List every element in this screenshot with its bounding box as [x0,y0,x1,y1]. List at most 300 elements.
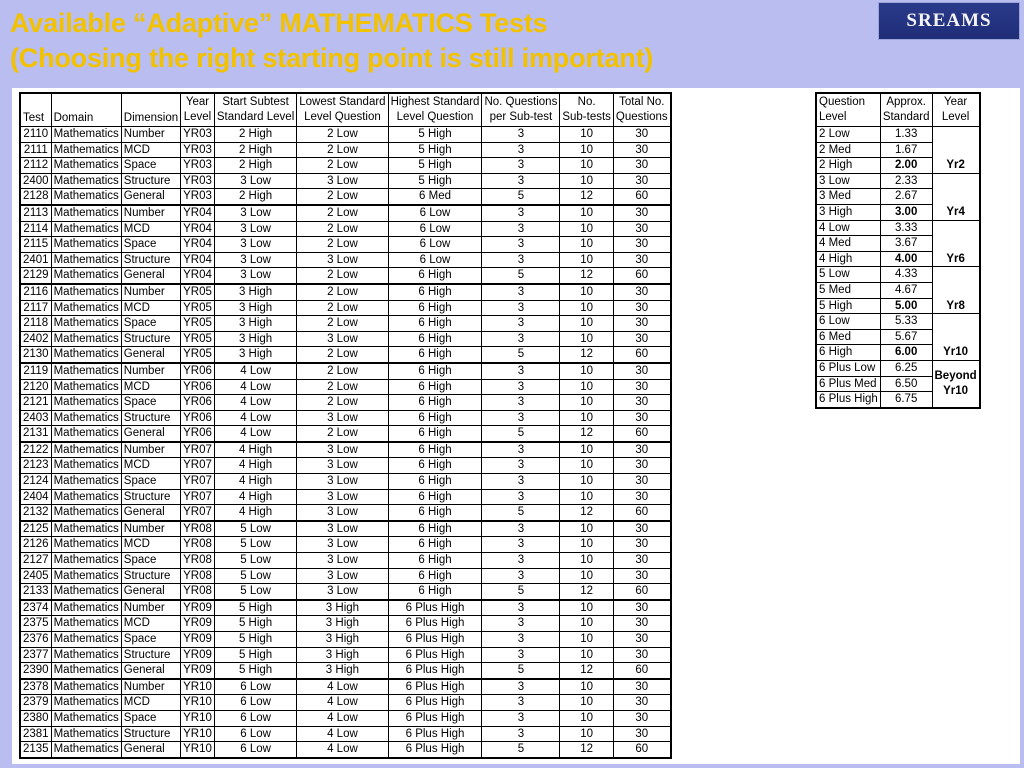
test-id-cell: 2133 [20,584,51,600]
domain-cell: Mathematics [51,537,121,553]
total-questions-cell: 30 [613,379,670,395]
highest-level-cell: 6 Plus High [388,600,482,616]
highest-level-cell: 6 High [388,537,482,553]
question-level-cell: 6 Plus Med [816,376,880,392]
lowest-level-cell: 3 Low [297,442,388,458]
lowest-level-cell: 2 Low [297,316,388,332]
subtest-count-cell: 10 [560,710,614,726]
subtest-count-cell: 10 [560,489,614,505]
domain-cell: Mathematics [51,347,121,363]
highest-level-cell: 6 Plus High [388,710,482,726]
lowest-level-cell: 2 Low [297,379,388,395]
dimension-cell: Number [121,284,180,300]
approx-standard-cell: 1.33 [880,127,932,143]
subtest-count-cell: 10 [560,632,614,648]
dimension-cell: Space [121,237,180,253]
table-row [20,505,671,521]
logo-text: SREAMS [906,10,992,31]
total-questions-cell: 30 [613,553,670,569]
column-header-line: Level [819,111,847,123]
dimension-cell: MCD [121,221,180,237]
table-row [20,300,671,316]
table-row [816,127,980,143]
total-questions-cell: 30 [613,632,670,648]
highest-level-cell: 6 Plus High [388,679,482,695]
test-id-cell: 2112 [20,158,51,174]
subtest-count-cell: 10 [560,442,614,458]
test-id-cell: 2110 [20,127,51,143]
approx-standard-cell: 6.75 [880,392,932,408]
year-level-cell: YR05 [181,300,215,316]
approx-standard-cell: 2.67 [880,189,932,205]
subtest-count-cell: 10 [560,553,614,569]
test-id-cell: 2402 [20,331,51,347]
start-level-cell: 5 Low [214,537,296,553]
start-level-cell: 3 Low [214,252,296,268]
lowest-level-cell: 2 Low [297,347,388,363]
test-id-cell: 2113 [20,205,51,221]
questions-per-subtest-cell: 3 [482,710,560,726]
questions-per-subtest-cell: 3 [482,142,560,158]
domain-cell: Mathematics [51,316,121,332]
year-level-cell: YR07 [181,505,215,521]
tests-table-header [20,93,671,127]
highest-level-cell: 6 Plus High [388,726,482,742]
test-id-cell: 2132 [20,505,51,521]
lowest-level-cell: 4 Low [297,742,388,758]
questions-per-subtest-cell: 3 [482,300,560,316]
lowest-level-cell: 3 Low [297,331,388,347]
question-level-cell: 5 Low [816,267,880,283]
year-level-cell: YR06 [181,379,215,395]
question-level-cell: 6 Plus High [816,392,880,408]
total-questions-cell: 30 [613,316,670,332]
column-header-line: per Sub-test [489,111,553,123]
start-level-cell: 4 Low [214,379,296,395]
year-level-cell: YR08 [181,568,215,584]
table-row [20,474,671,490]
domain-cell: Mathematics [51,284,121,300]
approx-standard-cell: 1.67 [880,142,932,158]
year-level-cell: Yr4 [932,173,980,220]
test-id-cell: 2401 [20,252,51,268]
table-row [20,237,671,253]
total-questions-cell: 30 [613,458,670,474]
start-level-cell: 5 High [214,600,296,616]
dimension-cell: General [121,426,180,442]
total-questions-cell: 30 [613,647,670,663]
start-level-cell: 4 High [214,474,296,490]
dimension-cell: Number [121,205,180,221]
lowest-level-cell: 4 Low [297,710,388,726]
dimension-cell: General [121,189,180,205]
column-header [880,93,932,127]
dimension-cell: MCD [121,537,180,553]
column-header-line: Standard Level [216,111,295,123]
domain-cell: Mathematics [51,679,121,695]
dimension-cell: Number [121,363,180,379]
year-level-cell: YR07 [181,489,215,505]
subtest-count-cell: 10 [560,158,614,174]
table-row [20,521,671,537]
domain-cell: Mathematics [51,158,121,174]
approx-standard-cell: 4.67 [880,282,932,298]
dimension-cell: Structure [121,410,180,426]
domain-cell: Mathematics [51,616,121,632]
subtest-count-cell: 10 [560,395,614,411]
test-id-cell: 2119 [20,363,51,379]
total-questions-cell: 30 [613,679,670,695]
year-level-cell: YR10 [181,679,215,695]
approx-standard-cell: 5.67 [880,329,932,345]
start-level-cell: 5 Low [214,584,296,600]
year-level-cell: YR05 [181,284,215,300]
total-questions-cell: 30 [613,616,670,632]
column-header-line: Standard [882,111,930,123]
table-row [20,742,671,758]
table-row [20,695,671,711]
questions-per-subtest-cell: 3 [482,127,560,143]
table-row [20,632,671,648]
domain-cell: Mathematics [51,268,121,284]
table-row [20,584,671,600]
table-row [20,537,671,553]
domain-cell: Mathematics [51,426,121,442]
dimension-cell: Structure [121,252,180,268]
start-level-cell: 6 Low [214,710,296,726]
test-id-cell: 2403 [20,410,51,426]
start-level-cell: 5 High [214,647,296,663]
subtest-count-cell: 10 [560,316,614,332]
column-header-line: Test [23,112,45,124]
column-header [297,93,388,127]
highest-level-cell: 5 High [388,142,482,158]
start-level-cell: 5 High [214,632,296,648]
total-questions-cell: 60 [613,663,670,679]
table-row [20,347,671,363]
start-level-cell: 6 Low [214,742,296,758]
total-questions-cell: 30 [613,173,670,189]
test-id-cell: 2118 [20,316,51,332]
subtest-count-cell: 10 [560,221,614,237]
domain-cell: Mathematics [51,379,121,395]
lowest-level-cell: 3 Low [297,521,388,537]
question-level-cell: 4 High [816,251,880,267]
year-level-cell: YR08 [181,537,215,553]
year-level-cell: YR09 [181,616,215,632]
year-level-cell: YR05 [181,331,215,347]
highest-level-cell: 6 High [388,363,482,379]
subtest-count-cell: 10 [560,237,614,253]
question-level-cell: 6 Plus Low [816,360,880,376]
approx-standard-cell: 3.33 [880,220,932,236]
total-questions-cell: 30 [613,568,670,584]
subtest-count-cell: 10 [560,379,614,395]
start-level-cell: 3 High [214,284,296,300]
highest-level-cell: 6 Low [388,221,482,237]
domain-cell: Mathematics [51,489,121,505]
domain-cell: Mathematics [51,442,121,458]
subtest-count-cell: 10 [560,537,614,553]
subtest-count-cell: 12 [560,347,614,363]
lowest-level-cell: 2 Low [297,189,388,205]
start-level-cell: 3 High [214,331,296,347]
dimension-cell: Structure [121,647,180,663]
lowest-level-cell: 3 Low [297,553,388,569]
questions-per-subtest-cell: 5 [482,189,560,205]
start-level-cell: 2 High [214,189,296,205]
year-level-cell: YR09 [181,663,215,679]
approx-standard-cell: 6.00 [880,345,932,361]
highest-level-cell: 6 High [388,379,482,395]
questions-per-subtest-cell: 3 [482,221,560,237]
highest-level-cell: 6 High [388,442,482,458]
column-header-line: Approx. [886,96,926,108]
sreams-logo [878,2,1020,40]
subtest-count-cell: 12 [560,742,614,758]
highest-level-cell: 6 Med [388,189,482,205]
year-level-cell: YR09 [181,600,215,616]
question-level-cell: 6 Med [816,329,880,345]
table-row [20,458,671,474]
year-level-cell: Yr6 [932,220,980,267]
questions-per-subtest-cell: 5 [482,663,560,679]
start-level-cell: 4 High [214,458,296,474]
lowest-level-cell: 3 Low [297,474,388,490]
start-level-cell: 2 High [214,142,296,158]
highest-level-cell: 6 High [388,426,482,442]
test-id-cell: 2379 [20,695,51,711]
column-header-line: Question [819,96,866,108]
start-level-cell: 3 Low [214,268,296,284]
subtest-count-cell: 10 [560,600,614,616]
lowest-level-cell: 4 Low [297,679,388,695]
domain-cell: Mathematics [51,221,121,237]
test-id-cell: 2124 [20,474,51,490]
domain-cell: Mathematics [51,474,121,490]
questions-per-subtest-cell: 3 [482,679,560,695]
column-header [560,93,614,127]
test-id-cell: 2117 [20,300,51,316]
dimension-cell: General [121,268,180,284]
lowest-level-cell: 3 Low [297,584,388,600]
questions-per-subtest-cell: 3 [482,158,560,174]
subtest-count-cell: 10 [560,458,614,474]
test-id-cell: 2126 [20,537,51,553]
year-level-cell: YR03 [181,158,215,174]
subtest-count-cell: 12 [560,663,614,679]
column-header [121,93,180,127]
question-level-table [815,92,981,409]
lowest-level-cell: 3 High [297,647,388,663]
total-questions-cell: 60 [613,347,670,363]
highest-level-cell: 6 High [388,331,482,347]
dimension-cell: Space [121,632,180,648]
start-level-cell: 5 Low [214,553,296,569]
total-questions-cell: 60 [613,189,670,205]
test-id-cell: 2380 [20,710,51,726]
total-questions-cell: 30 [613,363,670,379]
questions-per-subtest-cell: 3 [482,442,560,458]
dimension-cell: General [121,347,180,363]
table-row [20,442,671,458]
dimension-cell: Structure [121,173,180,189]
column-header-line: Year [943,96,968,108]
total-questions-cell: 30 [613,284,670,300]
lowest-level-cell: 2 Low [297,268,388,284]
table-row [20,142,671,158]
title-line-2: (Choosing the right starting point is still important) [10,43,654,73]
table-row [20,395,671,411]
approx-standard-cell: 2.33 [880,173,932,189]
year-level-cell: YR03 [181,127,215,143]
question-level-table-body [816,127,980,408]
lowest-level-cell: 3 Low [297,537,388,553]
approx-standard-cell: 2.00 [880,158,932,174]
approx-standard-cell: 4.00 [880,251,932,267]
subtest-count-cell: 12 [560,505,614,521]
lowest-level-cell: 3 Low [297,568,388,584]
total-questions-cell: 30 [613,600,670,616]
tests-table [19,92,672,759]
highest-level-cell: 6 Plus High [388,663,482,679]
highest-level-cell: 6 High [388,300,482,316]
start-level-cell: 3 Low [214,221,296,237]
test-id-cell: 2390 [20,663,51,679]
highest-level-cell: 6 Plus High [388,632,482,648]
total-questions-cell: 30 [613,442,670,458]
table-row [816,173,980,189]
dimension-cell: Space [121,158,180,174]
year-level-cell: YR03 [181,189,215,205]
highest-level-cell: 6 High [388,284,482,300]
test-id-cell: 2381 [20,726,51,742]
year-level-line: Yr10 [943,384,969,397]
lowest-level-cell: 3 Low [297,458,388,474]
questions-per-subtest-cell: 3 [482,173,560,189]
start-level-cell: 4 High [214,505,296,521]
questions-per-subtest-cell: 5 [482,584,560,600]
questions-per-subtest-cell: 3 [482,695,560,711]
questions-per-subtest-cell: 3 [482,616,560,632]
table-row [20,284,671,300]
year-level-cell: YR04 [181,268,215,284]
test-id-cell: 2114 [20,221,51,237]
table-row [20,379,671,395]
questions-per-subtest-cell: 3 [482,363,560,379]
domain-cell: Mathematics [51,710,121,726]
year-level-cell: YR04 [181,237,215,253]
subtest-count-cell: 10 [560,521,614,537]
lowest-level-cell: 3 Low [297,505,388,521]
dimension-cell: Number [121,600,180,616]
test-id-cell: 2135 [20,742,51,758]
column-header-line: Highest Standard [390,96,480,108]
table-row [20,553,671,569]
highest-level-cell: 5 High [388,127,482,143]
domain-cell: Mathematics [51,695,121,711]
question-level-cell: 3 Low [816,173,880,189]
dimension-cell: Structure [121,331,180,347]
questions-per-subtest-cell: 3 [482,474,560,490]
domain-cell: Mathematics [51,395,121,411]
subtest-count-cell: 10 [560,284,614,300]
domain-cell: Mathematics [51,189,121,205]
table-row [20,410,671,426]
year-level-cell: YR10 [181,710,215,726]
subtest-count-cell: 10 [560,410,614,426]
dimension-cell: MCD [121,616,180,632]
test-id-cell: 2115 [20,237,51,253]
approx-standard-cell: 6.25 [880,360,932,376]
highest-level-cell: 6 High [388,395,482,411]
lowest-level-cell: 2 Low [297,142,388,158]
question-level-cell: 6 High [816,345,880,361]
subtest-count-cell: 10 [560,647,614,663]
column-header [932,93,980,127]
title-line-1: Available “Adaptive” MATHEMATICS Tests [10,8,548,38]
start-level-cell: 6 Low [214,726,296,742]
lowest-level-cell: 3 High [297,632,388,648]
question-level-cell: 3 Med [816,189,880,205]
total-questions-cell: 60 [613,426,670,442]
subtest-count-cell: 12 [560,584,614,600]
questions-per-subtest-cell: 3 [482,553,560,569]
question-level-cell: 6 Low [816,314,880,330]
table-row [20,568,671,584]
highest-level-cell: 6 High [388,521,482,537]
year-level-cell: YR09 [181,647,215,663]
start-level-cell: 3 High [214,347,296,363]
lowest-level-cell: 3 Low [297,252,388,268]
year-level-line: Beyond [934,370,977,383]
column-header-line: Start Subtest [222,96,289,108]
domain-cell: Mathematics [51,568,121,584]
subtest-count-cell: 10 [560,331,614,347]
questions-per-subtest-cell: 3 [482,489,560,505]
column-header-line: Dimension [123,112,179,124]
domain-cell: Mathematics [51,205,121,221]
year-level-cell: Yr10 [932,314,980,361]
highest-level-cell: 6 High [388,458,482,474]
subtest-count-cell: 10 [560,679,614,695]
total-questions-cell: 30 [613,710,670,726]
table-row [20,363,671,379]
domain-cell: Mathematics [51,521,121,537]
domain-cell: Mathematics [51,584,121,600]
total-questions-cell: 30 [613,142,670,158]
table-row [20,205,671,221]
total-questions-cell: 30 [613,331,670,347]
lowest-level-cell: 3 High [297,663,388,679]
start-level-cell: 3 Low [214,205,296,221]
start-level-cell: 5 High [214,663,296,679]
domain-cell: Mathematics [51,173,121,189]
question-level-cell: 3 High [816,204,880,220]
questions-per-subtest-cell: 3 [482,458,560,474]
total-questions-cell: 30 [613,474,670,490]
subtest-count-cell: 12 [560,268,614,284]
start-level-cell: 4 High [214,442,296,458]
questions-per-subtest-cell: 5 [482,347,560,363]
total-questions-cell: 30 [613,489,670,505]
content-panel [12,88,1020,764]
year-level-cell: YR04 [181,205,215,221]
test-id-cell: 2374 [20,600,51,616]
total-questions-cell: 30 [613,158,670,174]
table-row [816,220,980,236]
domain-cell: Mathematics [51,237,121,253]
